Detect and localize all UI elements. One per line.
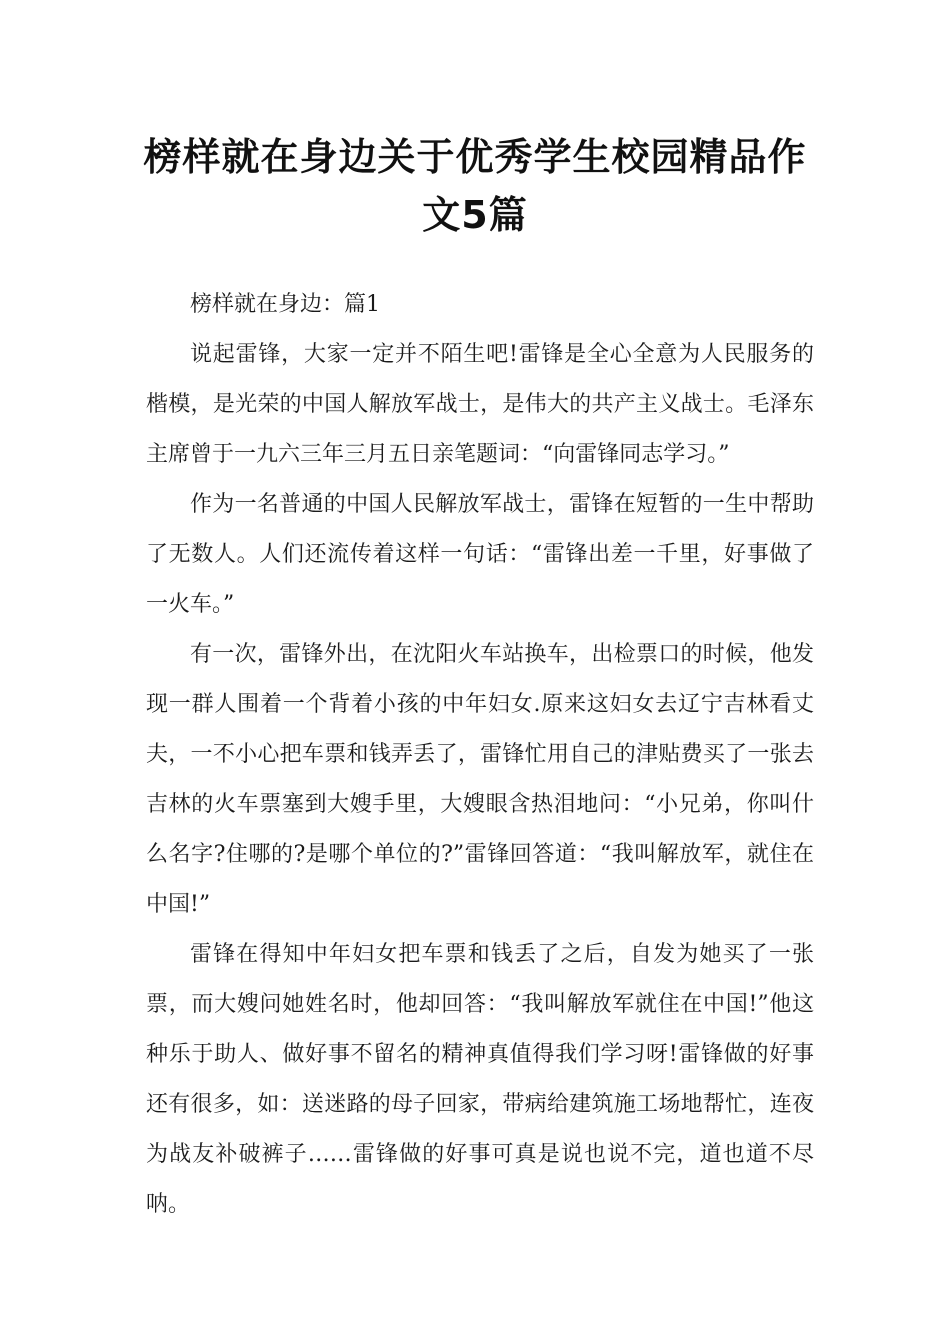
title-line-1: 榜样就在身边关于优秀学生校园精品作	[143, 135, 807, 179]
section-subheading: 榜样就在身边：篇1	[190, 292, 380, 317]
document-title	[120, 128, 830, 244]
title-line-2: 文5篇	[422, 193, 528, 237]
paragraph-3: 有一次，雷锋外出，在沈阳火车站换车，出检票口的时候，他发现一群人围着一个背着小孩的中年妇女.原来这妇女去辽宁吉林看丈夫，一不小心把车票和钱弄丢了，雷锋忙用自己的津贴费买了一张去吉林的火车票塞到大嫂手里，大嫂眼含热泪地问：“小兄弟，你叫什么名字?住哪的?是哪个单位的?”雷锋回答道：“我叫解放军，就住在中国!”	[146, 642, 814, 917]
paragraph-1: 说起雷锋，大家一定并不陌生吧!雷锋是全心全意为人民服务的楷模，是光荣的中国人解放军战士，是伟大的共产主义战士。毛泽东主席曾于一九六三年三月五日亲笔题词：“向雷锋同志学习。”	[146, 342, 814, 467]
document-body	[146, 280, 814, 1230]
paragraph-4: 雷锋在得知中年妇女把车票和钱丢了之后，自发为她买了一张票，而大嫂问她姓名时，他却回答：“我叫解放军就住在中国!”他这种乐于助人、做好事不留名的精神真值得我们学习呀!雷锋做的好事还有很多，如：送迷路的母子回家，带病给建筑施工场地帮忙，连夜为战友补破裤子……雷锋做的好事可真是说也说不完，道也道不尽呐。	[146, 942, 814, 1217]
paragraph-2: 作为一名普通的中国人民解放军战士，雷锋在短暂的一生中帮助了无数人。人们还流传着这样一句话：“雷锋出差一千里，好事做了一火车。”	[146, 492, 814, 617]
